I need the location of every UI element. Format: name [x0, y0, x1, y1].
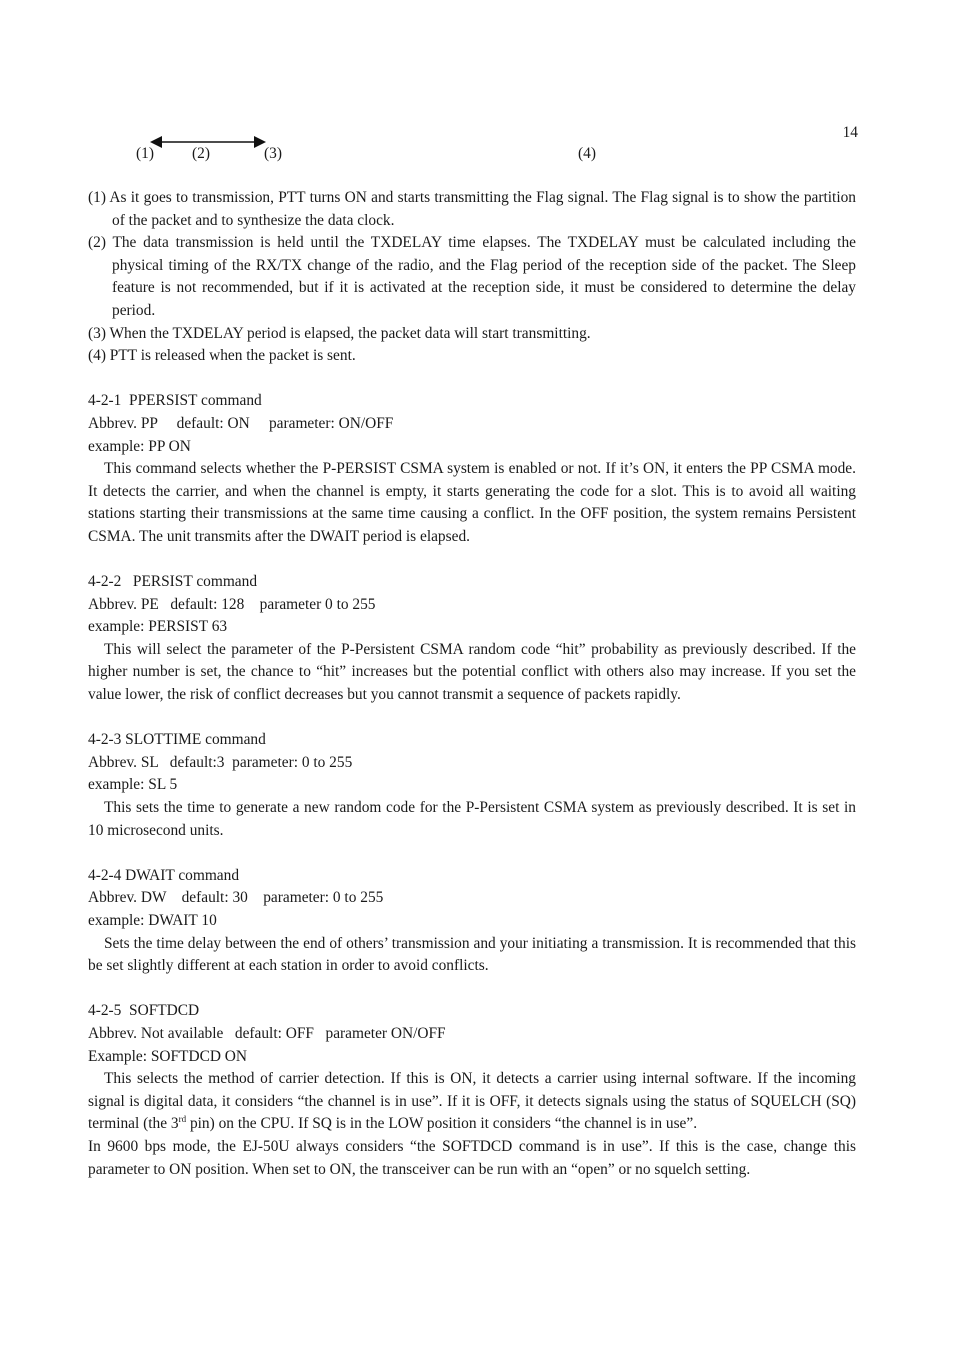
section-example: Example: SOFTDCD ON: [88, 1047, 248, 1065]
section-body: Sets the time delay between the end of others’ transmission and your initiating a transmission. It is recommended that this be set slightly different at each station in order to avoid conflicts.: [88, 934, 856, 975]
page-number: 14: [842, 124, 858, 141]
document-body: [88, 187, 856, 1181]
section-abbrev: Abbrev. Not available default: OFF parameter ON/OFF: [88, 1024, 446, 1042]
section-example: example: PERSIST 63: [88, 618, 228, 636]
section-heading: 4-2-1 PPERSIST command: [88, 392, 262, 410]
timing-diagram: [88, 130, 858, 170]
section-body-text: pin) on the CPU. If SQ is in the LOW position it considers “the channel is in use”.: [186, 1115, 698, 1133]
section-body: This sets the time to generate a new random code for the P-Persistent CSMA system as previously described. It is set in 10 microsecond units.: [88, 799, 856, 839]
section-heading: 4-2-3 SLOTTIME command: [88, 731, 266, 749]
section-heading: 4-2-2 PERSIST command: [88, 573, 258, 591]
section-note: In 9600 bps mode, the EJ-50U always considers “the SOFTDCD command is in use”. If this is the case, change this parameter to ON position. When set to ON, the transceiver can be run with an “open” or no squelch setting.: [88, 1137, 856, 1178]
superscript-ordinal: rd: [178, 1114, 187, 1125]
section-dwait: [88, 865, 856, 978]
step-item: (3) When the TXDELAY period is elapsed, the packet data will start transmitting.: [88, 324, 591, 342]
section-abbrev: Abbrev. DW default: 30 parameter: 0 to 255: [88, 889, 384, 907]
section-slottime: [88, 729, 856, 842]
section-ppersist: [88, 390, 856, 548]
section-example: example: DWAIT 10: [88, 912, 217, 929]
step-item: (1) As it goes to transmission, PTT turns ON and starts transmitting the Flag signal. The Flag signal is to show the partition of the packet and to synthesize the data clock.: [88, 189, 856, 229]
section-body: This will select the parameter of the P-Persistent CSMA random code “hit” probability as previously described. If the higher number is set, the chance to “hit” increases but the potential conflict with others also may increase. If you set the value lower, the risk of conflict decreases but you cannot transmit a sequence of packets rapidly.: [88, 640, 856, 704]
section-example: example: SL 5: [88, 776, 178, 794]
section-abbrev: Abbrev. SL default:3 parameter: 0 to 255: [88, 753, 353, 771]
timing-marker-4: (4): [578, 145, 596, 162]
step-item: (4) PTT is released when the packet is sent.: [88, 347, 356, 365]
timing-marker-2: (2): [192, 145, 210, 162]
section-abbrev: Abbrev. PE default: 128 parameter 0 to 255: [88, 595, 376, 613]
timing-marker-3: (3): [264, 145, 282, 162]
section-heading: 4-2-4 DWAIT command: [88, 866, 240, 884]
section-example: example: PP ON: [88, 437, 191, 455]
section-body: [88, 1068, 856, 1136]
section-body: This command selects whether the P-PERSIST CSMA system is enabled or not. If it’s ON, it enters the PP CSMA mode. It detects the carrier, and when the channel is empty, it starts generating the code for a slot. This is to avoid all waiting stations starting their transmissions at the same time causing a conflict. In the OFF position, the system remains Persistent CSMA. The unit transmits after the DWAIT period is elapsed.: [88, 460, 856, 545]
section-abbrev: Abbrev. PP default: ON parameter: ON/OFF: [88, 414, 394, 432]
section-softdcd: [88, 1000, 856, 1181]
timing-marker-1: (1): [136, 145, 154, 162]
section-body-text: This selects the method of carrier detection. If this is ON, it detects a carrier using internal software. If the incoming signal is digital data, it considers “the channel is in use”. If it is OFF, it detects signals using the status of SQUELCH (SQ) terminal (the 3: [88, 1070, 856, 1133]
section-heading: 4-2-5 SOFTDCD: [88, 1002, 200, 1020]
section-persist: [88, 571, 856, 707]
step-item: (2) The data transmission is held until the TXDELAY time elapses. The TXDELAY must be calculated including the physical timing of the RX/TX change of the radio, and the Flag period of the reception side of the packet. The Sleep feature is not recommended, but if it is activated at the reception side, it must be considered to determine the delay period.: [88, 234, 856, 319]
